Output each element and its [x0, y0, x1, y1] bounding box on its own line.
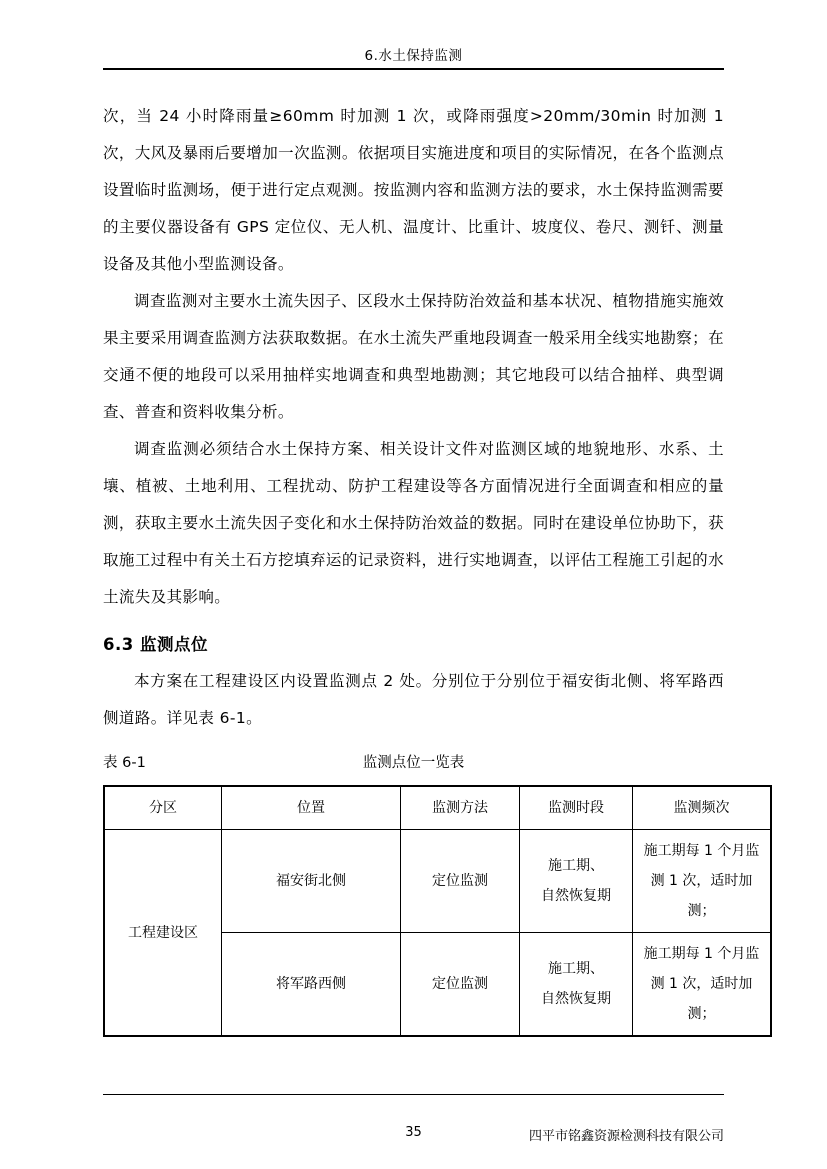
cell-frequency-line2: 测 1 次，适时加测； — [650, 873, 753, 919]
cell-frequency — [633, 933, 772, 1037]
monitoring-points-table — [103, 785, 772, 1037]
column-header-period: 监测时段 — [520, 786, 633, 830]
body-area — [103, 98, 760, 1037]
paragraph-1: 次，当 24 小时降雨量≥60mm 时加测 1 次，或降雨强度>20mm/30min 时加测 1 次，大风及暴雨后要增加一次监测。依据项目实施进度和项目的实际情况，在各个监测点设置临时监测场，便于进行定点观测。按监测内容和监测方法的要求，水土保持监测需要的主要仪器设备有 GPS 定位仪、无人机、温度计、比重计、坡度仪、卷尺、测钎、测量设备及其他小型监测设备。 — [103, 107, 724, 273]
table-header-row — [104, 786, 771, 830]
column-header-location: 位置 — [222, 786, 401, 830]
cell-location: 将军路西侧 — [222, 933, 401, 1037]
column-header-method: 监测方法 — [401, 786, 520, 830]
cell-frequency-line1: 施工期每 1 个月监 — [643, 946, 760, 962]
cell-method: 定位监测 — [401, 933, 520, 1037]
cell-method: 定位监测 — [401, 830, 520, 933]
page-header: 6.水土保持监测 — [364, 48, 463, 64]
table-body — [104, 830, 771, 1037]
table-row — [104, 830, 771, 933]
cell-frequency-line1: 施工期每 1 个月监 — [643, 843, 760, 859]
paragraph-2: 调查监测对主要水土流失因子、区段水土保持防治效益和基本状况、植物措施实施效果主要采用调查监测方法获取数据。在水土流失严重地段调查一般采用全线实地勘察；在交通不便的地段可以采用抽样实地调查和典型地勘测；其它地段可以结合抽样、典型调查、普查和资料收集分析。 — [103, 292, 724, 421]
cell-frequency-line2: 测 1 次，适时加测； — [650, 976, 753, 1022]
table-caption — [103, 751, 724, 779]
cell-location: 福安街北侧 — [222, 830, 401, 933]
page-content — [103, 0, 760, 1169]
table-caption-title: 监测点位一览表 — [362, 755, 465, 771]
footer-divider — [103, 1094, 724, 1095]
table-head — [104, 786, 771, 830]
cell-period-line2: 自然恢复期 — [541, 888, 611, 904]
table-caption-label: 表 6-1 — [103, 755, 146, 771]
cell-period-line1: 施工期、 — [548, 858, 604, 874]
cell-period-line2: 自然恢复期 — [541, 991, 611, 1007]
paragraph-3: 调查监测必须结合水土保持方案、相关设计文件对监测区域的地貌地形、水系、土壤、植被、土地利用、工程扰动、防护工程建设等各方面情况进行全面调查和相应的量测，获取主要水土流失因子变化和水土保持防治效益的数据。同时在建设单位协助下，获取施工过程中有关土石方挖填弃运的记录资料，进行实地调查，以评估工程施工引起的水土流失及其影响。 — [103, 440, 724, 606]
cell-frequency — [633, 830, 772, 933]
cell-period-line1: 施工期、 — [548, 961, 604, 977]
column-header-zone: 分区 — [104, 786, 222, 830]
page-number: 35 — [405, 1125, 422, 1140]
cell-period — [520, 933, 633, 1037]
section-heading: 6.3 监测点位 — [103, 635, 208, 654]
column-header-frequency: 监测频次 — [633, 786, 772, 830]
cell-period — [520, 830, 633, 933]
header-divider — [103, 68, 724, 70]
footer-company: 四平市铭鑫资源检测科技有限公司 — [528, 1129, 724, 1144]
cell-zone-merged: 工程建设区 — [104, 830, 222, 1037]
section-paragraph: 本方案在工程建设区内设置监测点 2 处。分别位于分别位于福安街北侧、将军路西侧道路。详见表 6-1。 — [103, 672, 724, 727]
